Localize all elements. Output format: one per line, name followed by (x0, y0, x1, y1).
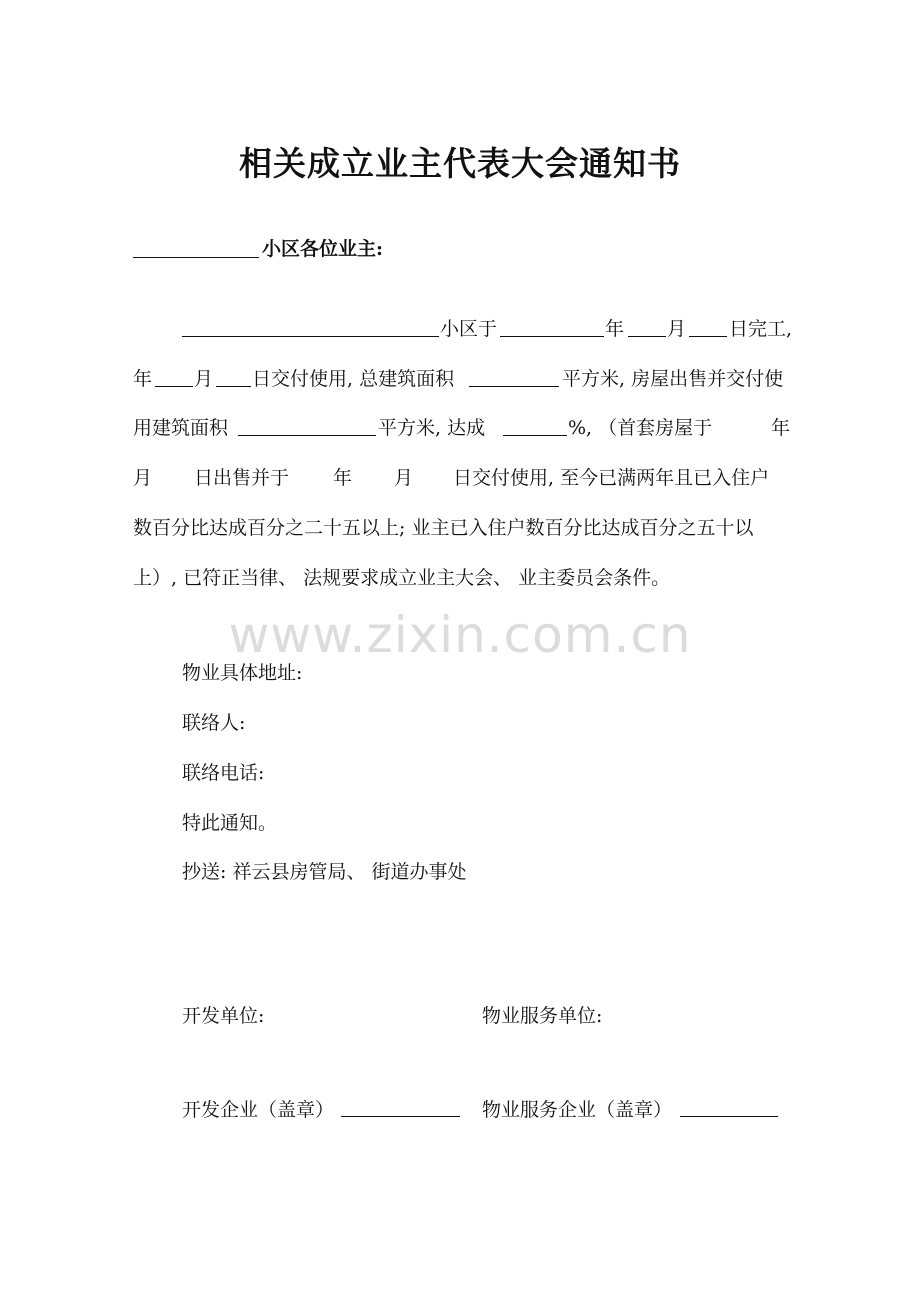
body-text: 小区于 (440, 318, 498, 340)
notice-text: 特此通知。 (182, 812, 278, 834)
body-text: %, （首套房屋于 (568, 417, 713, 439)
body-text: 月 (194, 368, 214, 390)
property-unit-label: 物业服务单位: (482, 1005, 603, 1027)
body-text: 年 (771, 417, 791, 439)
body-text: 月 (133, 467, 153, 489)
blank-day (689, 336, 727, 337)
phone-label: 联络电话: (182, 762, 265, 784)
page-title: 相关成立业主代表大会通知书 (239, 144, 681, 183)
property-seal-label: 物业服务企业（盖章） (482, 1099, 673, 1121)
address-label: 物业具体地址: (182, 662, 303, 684)
blank-month (628, 336, 666, 337)
body-text: 年 (333, 467, 353, 489)
body-text: 年 (133, 368, 153, 390)
blank-total-area (469, 386, 559, 387)
body-text: 上）, 已符正当律、 法规要求成立业主大会、 业主委员会条件。 (133, 567, 671, 589)
blank-day (216, 386, 251, 387)
body-text: 日交付使用, 总建筑面积 (252, 368, 455, 390)
watermark: www.zixin.com.cn (228, 606, 692, 664)
developer-unit-label: 开发单位: (182, 1005, 265, 1027)
body-text: 月 (667, 318, 687, 340)
body-text: 用建筑面积 (133, 417, 229, 439)
body-text: 数百分比达成百分之二十五以上; 业主已入住户数百分比达成百分之五十以 (133, 517, 754, 539)
body-text: 日交付使用, 至今已满两年且已入住户 (453, 467, 770, 489)
blank-community-name (133, 257, 259, 258)
blank-developer-seal (341, 1116, 460, 1117)
body-text: 月 (394, 467, 414, 489)
developer-seal-label: 开发企业（盖章） (182, 1099, 335, 1121)
body-text: 平方米, 房屋出售并交付使 (562, 368, 784, 390)
blank-percent (503, 435, 567, 436)
blank-property-seal (680, 1116, 778, 1117)
blank-community (182, 336, 439, 337)
blank-year (500, 336, 604, 337)
blank-month (155, 386, 193, 387)
blank-used-area (238, 435, 376, 436)
body-text: 日出售并于 (194, 467, 290, 489)
body-text: 平方米, 达成 (378, 417, 486, 439)
cc-text: 抄送: 祥云县房管局、 街道办事处 (182, 861, 467, 883)
addressee: 小区各位业主: (262, 238, 384, 260)
body-text: 日完工, (729, 318, 793, 340)
contact-label: 联络人: (182, 712, 246, 734)
body-text: 年 (605, 318, 625, 340)
